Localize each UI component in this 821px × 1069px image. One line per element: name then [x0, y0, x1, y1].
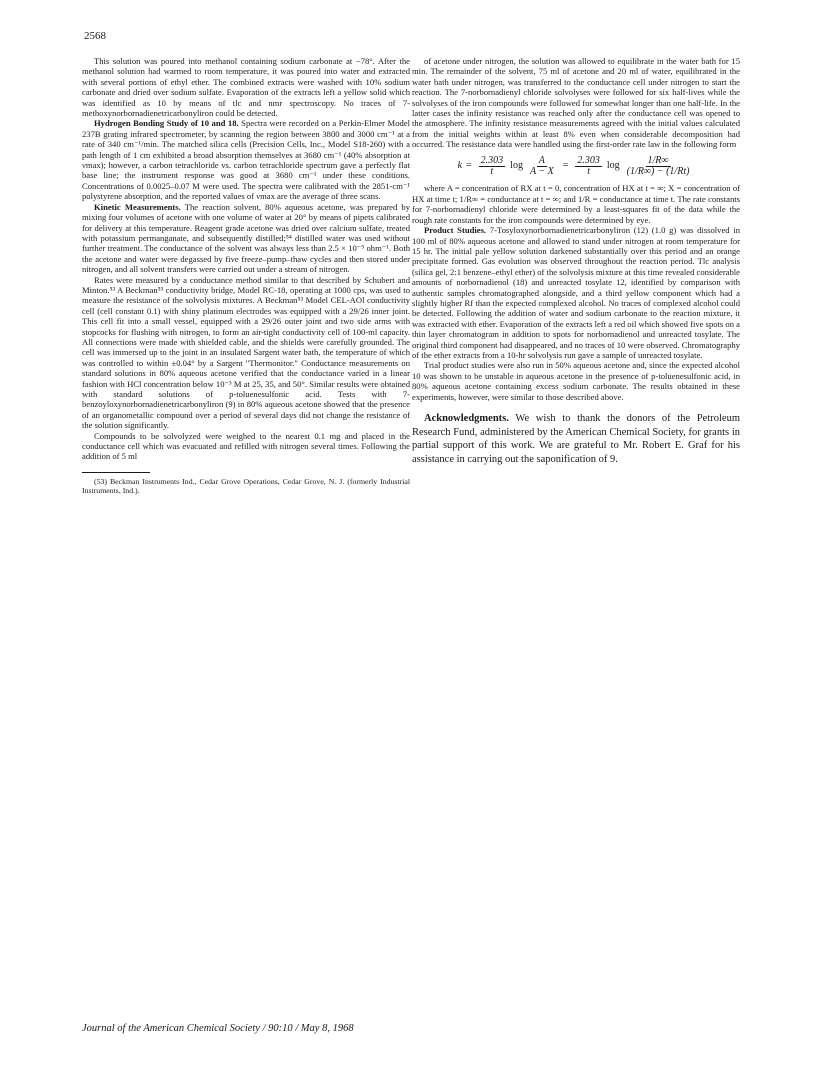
footnote-53: (53) Beckman Instruments Ind., Cedar Grove Operations, Cedar Grove, N. J. (formerly Industrial Instruments, Ind.).	[82, 476, 410, 496]
eq-den-2: A − X	[529, 166, 554, 178]
journal-footer: Journal of the American Chemical Society / 90:10 / May 8, 1968	[82, 1023, 354, 1034]
section-heading-hydrogen-bonding: Hydrogen Bonding Study of 10 and 18.	[94, 118, 239, 129]
right-paragraph-1: of acetone under nitrogen, the solution was allowed to equilibrate in the water bath for 15 min. The remainder of the solvent, 75 ml of acetone and 20 ml of water, equilibrated in the water bath under nitrogen, was transferred to the conductance cell under nitrogen to start the reaction. The 7-norbornadienyl chloride solvolyses were followed for six half-lives while the solvolyses of the iron compounds were followed for somewhat longer than one half-life. In the latter cases the infinity resistance was reached only after the conductance cell was opened to the atmosphere. The infinity resistance measurements agreed with the initial values calculated from the initial weights within at least 8% even when considerable decomposition had occurred. The resistance data were handled using the first-order rate law in the following form	[412, 56, 740, 150]
eq-den-1: t	[490, 166, 494, 178]
left-paragraph-1: This solution was poured into methanol containing sodium carbonate at −78°. After the methanol solution had warmed to room temperature, it was poured into water and extracted with several portions of ethyl ether. The combined extracts were washed with 10% sodium carbonate and dried over sodium sulfate. Evaporation of the extracts left a yellow solid which was identified as 10 by means of tlc and nmr spectroscopy. No traces of 7-methoxynorbornadienetricarbonyliron could be detected.	[82, 56, 410, 119]
eq-equals-1: =	[466, 160, 472, 172]
hydrogen-bonding-text: Spectra were recorded on a Perkin-Elmer Model 237B grating infrared spectrometer, by scanning the region between 3800 and 3000 cm⁻¹ at a rate of 340 cm⁻¹/min. The matched silica cells (Precision Cells, Inc., Model S18-260) with a path length of 1 cm exhibited a broad absorption themselves at 3680 cm⁻¹ (40% absorption at νmax); however, a carbon tetrachloride vs. carbon tetrachloride spectrum gave a perfectly flat base line; the instrument response was good at 3680 cm⁻¹ under these conditions. Concentrations of 0.0025–0.07 M were used. The spectra were calibrated with the 2851-cm⁻¹ polystyrene absorption, and the reported values of νmax are the average of three scans.	[82, 118, 410, 202]
eq-num-2: A	[538, 154, 545, 166]
eq-den-4: (1/R∞) − (1/Rt)	[626, 166, 690, 178]
footnote-divider	[82, 472, 150, 473]
section-heading-kinetic: Kinetic Measurements.	[94, 201, 181, 212]
eq-equals-2: =	[562, 160, 569, 172]
left-paragraph-4: Rates were measured by a conductance method similar to that described by Schubert and Minton.⁵³ A Beckman⁵³ conductivity bridge, Model RC-18, operating at 1000 cps, was used to measure the resistance of the solvolysis mixtures. A Beckman⁵³ Model CEL-AOl conductivity cell (cell constant 0.1) with shiny platinum electrodes was equipped with a 29/26 inner joint. This cell fit into a small vessel, equipped with a 29/26 outer joint and two side arms with stopcocks for flushing with nitrogen, to form an air-tight conductivity cell of 100-ml capacity. All connections were made with shielded cable, and the shields were carefully grounded. The cell was immersed up to the joint in an insulated Sargent water bath, the temperature of which was controlled to within ±0.04° by a Sargent "Thermonitor." Conductance measurements on standard solutions in 80% aqueous acetone verified that the conductance varied in a linear fashion with HCl concentration below 10⁻³ M at 25, 35, and 50°. Similar results were obtained with standard solutions of p-toluenesulfonic acid. Tests with 7-benzoyloxynorbornadienetricarbonyliron (9) in 80% aqueous acetone showed that the presence of an organometallic compound over a period of several days did not change the resistance of the solution significantly.	[82, 274, 410, 431]
eq-log-2: log	[606, 160, 620, 172]
eq-fraction-4	[625, 156, 692, 178]
acknowledgments	[412, 412, 740, 466]
page-number: 2568	[84, 30, 106, 42]
acknowledgments-text: We wish to thank the donors of the Petroleum Research Fund, administered by the American Chemical Society, for grants in partial support of this work. We are grateful to Mr. Robert E. Graf for his assistance in carrying out the saponification of 9.	[412, 413, 740, 465]
left-paragraph-2	[82, 118, 410, 201]
right-paragraph-4: Trial product studies were also run in 50% aqueous acetone and, since the expected alcohol 10 was shown to be unstable in aqueous acetone in the presence of p-toluenesulfonic acid, in 80% aqueous acetone containing excess sodium carbonate. The results obtained in these experiments, however, were similar to those described above.	[412, 360, 740, 402]
left-paragraph-5: Compounds to be solvolyzed were weighed to the nearest 0.1 mg and placed in the conductance cell which was evacuated and refilled with nitrogen several times. Following the addition of 5 ml	[82, 430, 410, 462]
eq-num-3: 2.303	[577, 154, 600, 166]
rate-law-equation	[412, 156, 740, 178]
right-paragraph-2: where A = concentration of RX at t = 0, concentration of HX at t = ∞; X = concentration of HX at time t; 1/R∞ = conductance at t = ∞; and 1/R = conductance at time t. The rate constants for 7-norbornadienyl chloride were determined by a least-squares fit of the data while the rough rate constants for the iron compounds were determined by eye.	[412, 183, 740, 225]
product-studies-text: 7-Tosyloxynorbornadienetricarbonyliron (12) (1.0 g) was dissolved in 100 ml of 80% aqueous acetone and allowed to stand under nitrogen at room temperature for 15 hr. The initial pale yellow solution darkened substantially over this period and an orange precipitate formed. Gas evolution was observed throughout the reaction period. Tlc analysis (silica gel, 2:1 benzene–ethyl ether) of the solvolysis mixture at this time revealed considerable amounts of norbornadienol (18) and unreacted tosylate 12, identified by comparison with authentic samples chromatographed alongside, and a third yellow component which had a slightly higher Rf than the expected complexed alcohol. No traces of complexed alcohol could be detected. Following the addition of water and sodium carbonate to the reaction mixture, it was extracted with ether. Evaporation of the extracts left a red oil which showed five spots on a thin layer chromatogram in addition to spots for norbornadienol and unreacted tosylate. The original third component had disappeared, and no traces of 10 were observed. Chromatography of the ether extracts from a 10-hr solvolysis run gave a sample of unreacted tosylate.	[412, 225, 741, 360]
eq-num-4: 1/R∞	[647, 154, 669, 166]
eq-fraction-2	[528, 156, 556, 178]
eq-log-1: log	[510, 160, 523, 172]
right-paragraph-3	[412, 225, 740, 360]
eq-fraction-1	[479, 156, 506, 178]
eq-k: k	[457, 160, 463, 172]
eq-fraction-3	[575, 156, 602, 178]
left-column	[82, 56, 410, 496]
eq-den-3: t	[587, 166, 591, 178]
right-column	[412, 56, 740, 466]
kinetic-text: The reaction solvent, 80% aqueous acetone, was prepared by mixing four volumes of acetone with one volume of water at 20° by means of pipets calibrated for delivery at this temperature. Reagent grade acetone was dried over calcium sulfate, treated with potassium permanganate, and subsequently distilled;⁵⁴ distilled water was used without further treatment. The conductance of the solvent was always less than 2.5 × 10⁻⁵ ohm⁻¹. Both the acetone and water were degassed by five freeze–pump–thaw cycles and then stored under nitrogen, and all solvent transfers were carried out under a stream of nitrogen.	[82, 201, 410, 275]
acknowledgments-heading: Acknowledgments.	[424, 413, 509, 424]
left-paragraph-3	[82, 202, 410, 275]
section-heading-product-studies: Product Studies.	[424, 225, 487, 236]
eq-num-1: 2.303	[480, 154, 504, 166]
